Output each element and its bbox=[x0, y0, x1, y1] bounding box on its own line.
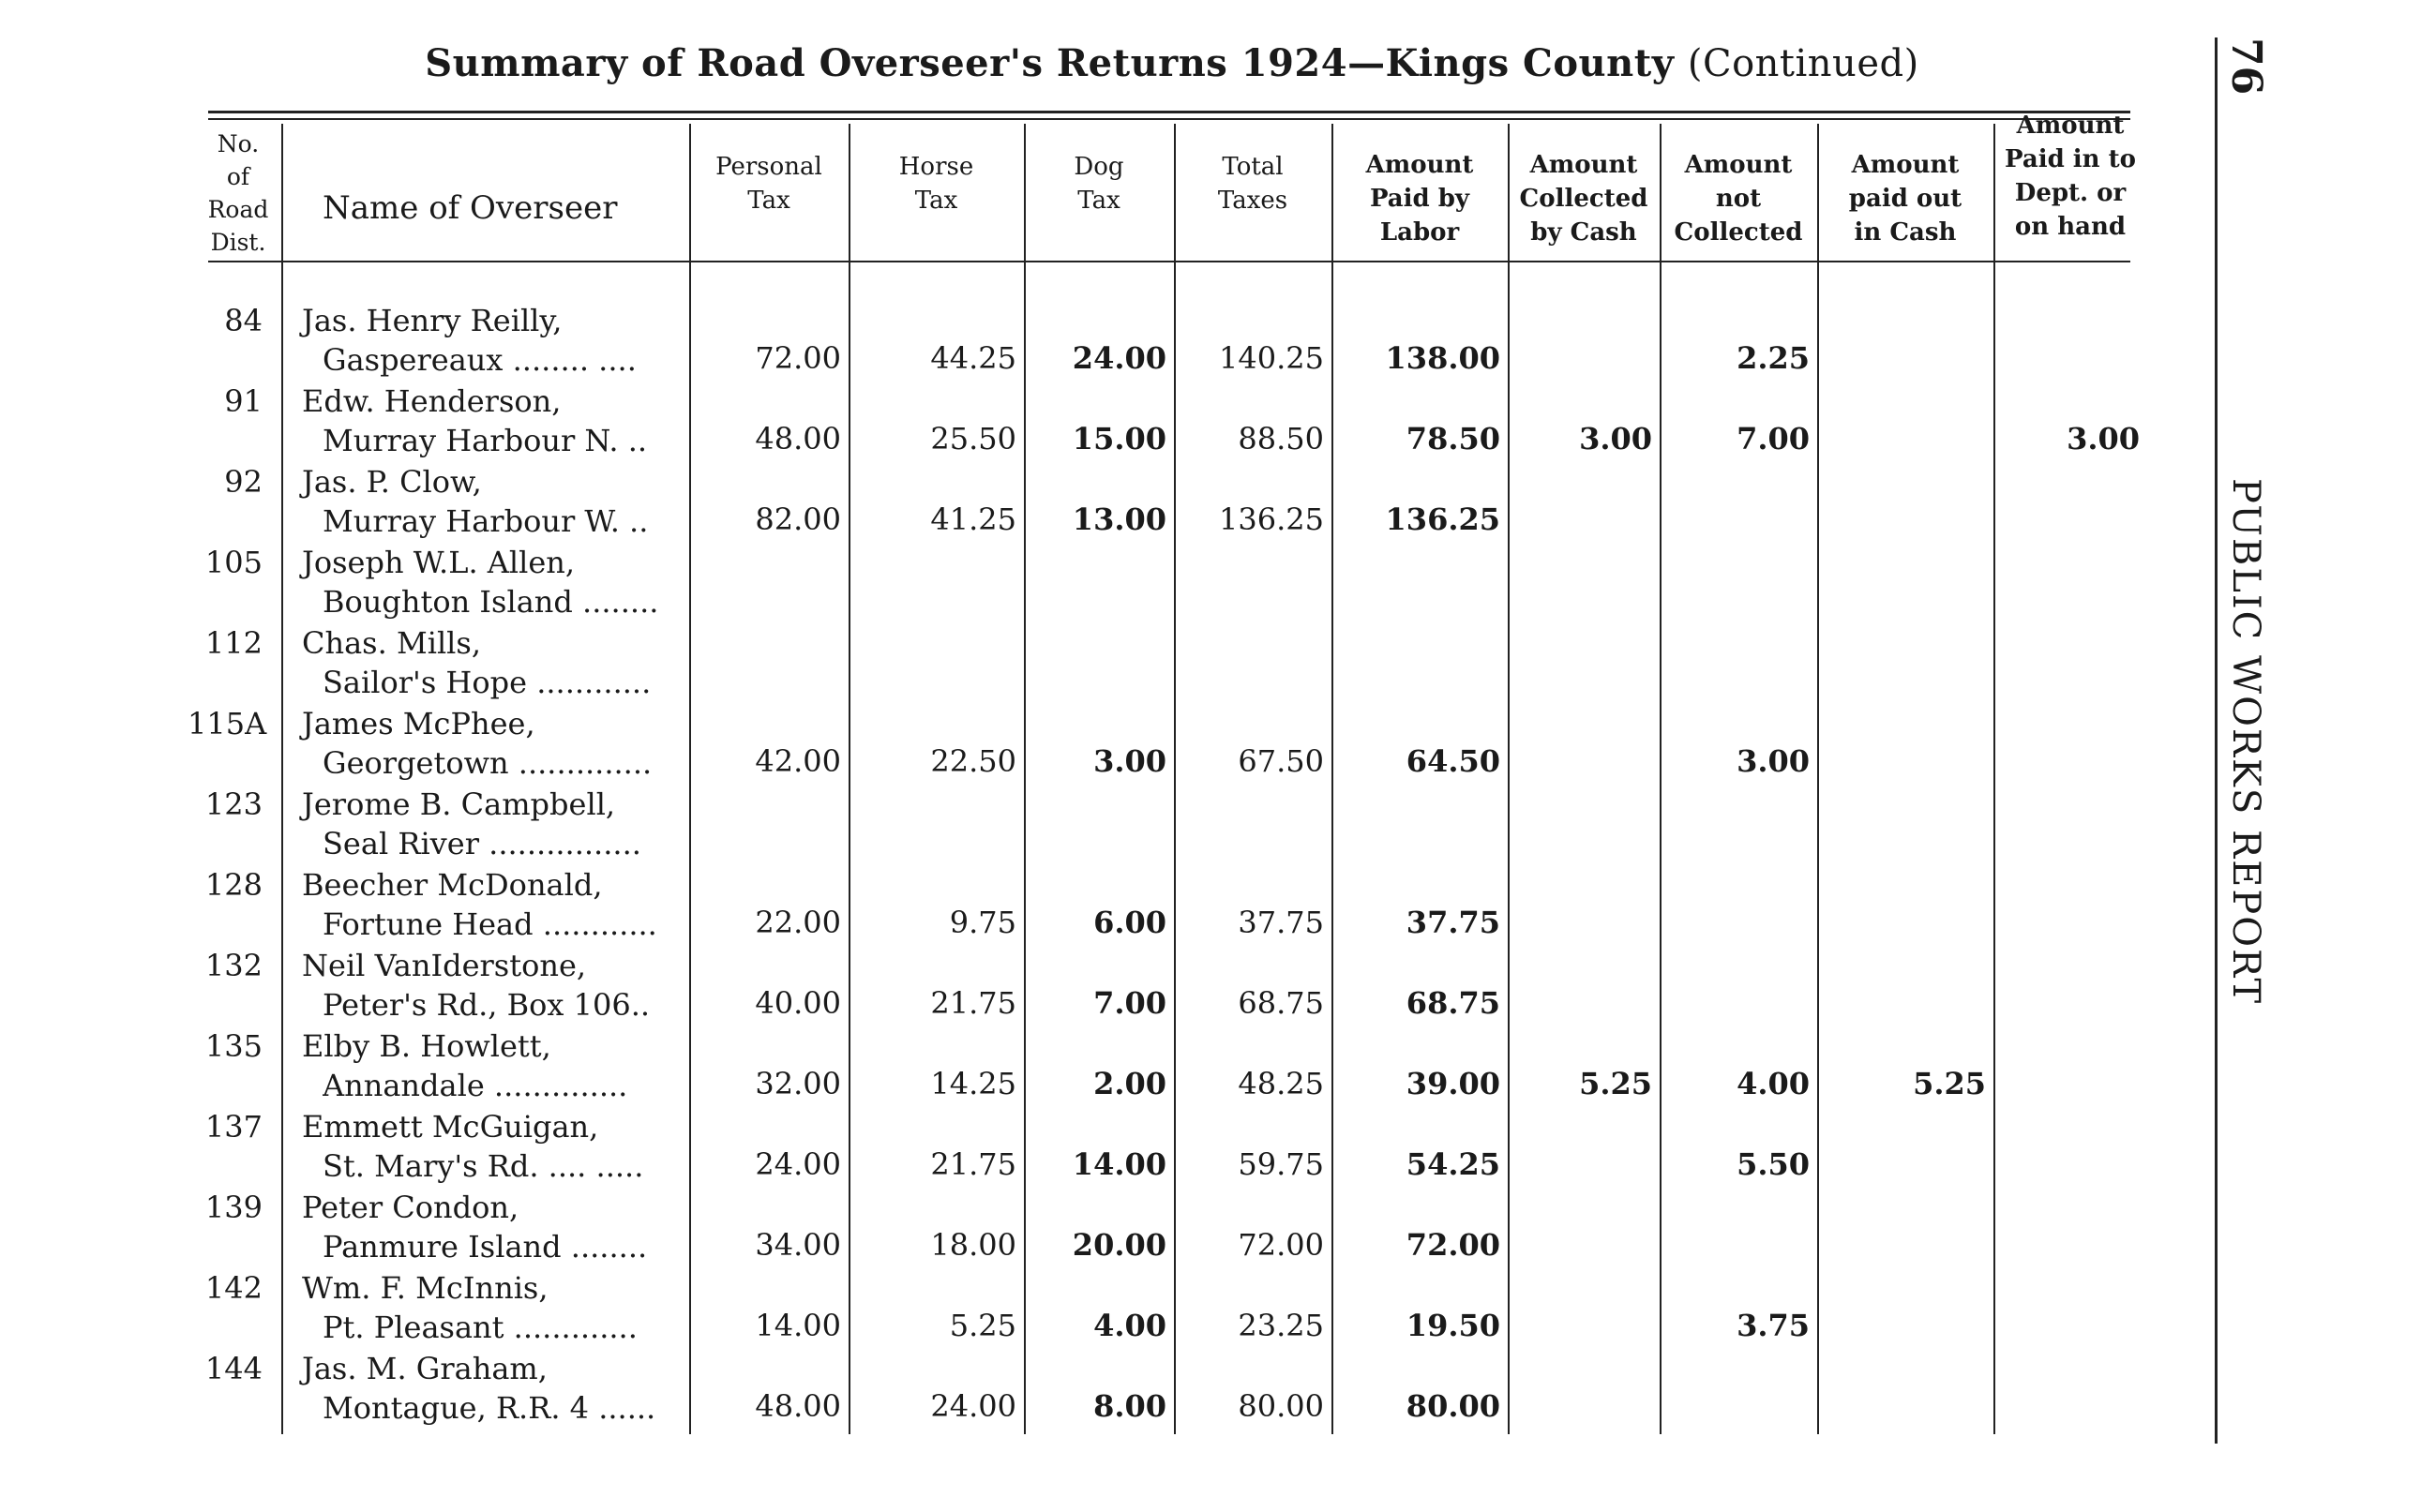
row-dist-number: 132 bbox=[204, 948, 263, 983]
cell-paid-labor: 138.00 bbox=[1385, 340, 1500, 376]
row-dist-number: 105 bbox=[204, 545, 263, 580]
overseer-location: Gaspereaux ........ .... bbox=[323, 342, 637, 378]
column-rule bbox=[1508, 124, 1510, 1434]
title-main: Summary of Road Overseer's Returns 1924—Kings County bbox=[425, 41, 1675, 85]
cell-not-collected: 4.00 bbox=[1737, 1066, 1810, 1101]
cell-paid-out: 5.25 bbox=[1913, 1066, 1986, 1101]
cell-total-taxes: 48.25 bbox=[1238, 1066, 1324, 1101]
cell-total-taxes: 136.25 bbox=[1219, 502, 1324, 537]
row-dist-number: 142 bbox=[204, 1270, 263, 1306]
overseer-name: Edw. Henderson, bbox=[302, 383, 562, 419]
cell-total-taxes: 68.75 bbox=[1238, 985, 1324, 1021]
overseer-name: James McPhee, bbox=[302, 706, 535, 741]
overseer-location: Annandale .............. bbox=[323, 1068, 628, 1103]
cell-dog-tax: 2.00 bbox=[1093, 1066, 1166, 1101]
overseer-name: Joseph W.L. Allen, bbox=[302, 545, 576, 580]
cell-personal-tax: 14.00 bbox=[755, 1308, 841, 1343]
cell-personal-tax: 24.00 bbox=[755, 1146, 841, 1182]
overseer-location: Seal River ................ bbox=[323, 826, 641, 861]
header-dog-tax: Dog Tax bbox=[1074, 153, 1124, 215]
cell-paid-labor: 39.00 bbox=[1406, 1066, 1500, 1101]
header-not-collected: Amount not Collected bbox=[1674, 151, 1803, 247]
cell-dog-tax: 13.00 bbox=[1072, 502, 1166, 537]
cell-personal-tax: 48.00 bbox=[755, 421, 841, 457]
overseer-location: Georgetown .............. bbox=[323, 745, 653, 781]
cell-dog-tax: 7.00 bbox=[1093, 985, 1166, 1021]
column-rule bbox=[1993, 124, 1995, 1434]
overseer-name: Jerome B. Campbell, bbox=[302, 786, 616, 822]
overseer-location: St. Mary's Rd. .... ..... bbox=[323, 1148, 644, 1184]
overseer-location: Fortune Head ............ bbox=[323, 906, 657, 942]
row-dist-number: 139 bbox=[204, 1190, 263, 1225]
cell-dog-tax: 20.00 bbox=[1072, 1227, 1166, 1263]
cell-personal-tax: 32.00 bbox=[755, 1066, 841, 1101]
overseer-name: Chas. Mills, bbox=[302, 625, 481, 661]
cell-personal-tax: 48.00 bbox=[755, 1388, 841, 1424]
row-dist-number: 115A bbox=[188, 706, 267, 741]
row-dist-number: 91 bbox=[224, 383, 263, 419]
cell-personal-tax: 72.00 bbox=[755, 340, 841, 376]
cell-paid-labor: 136.25 bbox=[1385, 502, 1500, 537]
overseer-location: Montague, R.R. 4 ...... bbox=[323, 1390, 656, 1426]
cell-collected-cash: 3.00 bbox=[1579, 421, 1652, 457]
cell-dog-tax: 14.00 bbox=[1072, 1146, 1166, 1182]
cell-dog-tax: 8.00 bbox=[1093, 1388, 1166, 1424]
overseer-location: Boughton Island ........ bbox=[323, 584, 659, 620]
overseer-name: Jas. M. Graham, bbox=[302, 1351, 548, 1386]
row-dist-number: 123 bbox=[204, 786, 263, 822]
cell-total-taxes: 80.00 bbox=[1238, 1388, 1324, 1424]
title-continued: (Continued) bbox=[1687, 42, 1919, 85]
header-bottom-rule bbox=[208, 261, 2130, 262]
cell-paid-labor: 64.50 bbox=[1406, 743, 1500, 779]
overseer-name: Elby B. Howlett, bbox=[302, 1028, 551, 1064]
column-rule bbox=[1817, 124, 1819, 1434]
cell-personal-tax: 42.00 bbox=[755, 743, 841, 779]
cell-total-taxes: 72.00 bbox=[1238, 1227, 1324, 1263]
header-horse-tax: Horse Tax bbox=[898, 153, 974, 215]
header-paid-out: Amount paid out in Cash bbox=[1848, 151, 1962, 247]
row-dist-number: 144 bbox=[204, 1351, 263, 1386]
cell-horse-tax: 25.50 bbox=[930, 421, 1016, 457]
overseer-name: Jas. P. Clow, bbox=[302, 464, 482, 500]
overseer-name: Peter Condon, bbox=[302, 1190, 519, 1225]
overseer-location: Murray Harbour N. .. bbox=[323, 423, 648, 458]
report-name: PUBLIC WORKS REPORT bbox=[2224, 478, 2267, 1006]
cell-horse-tax: 41.25 bbox=[930, 502, 1016, 537]
cell-horse-tax: 21.75 bbox=[930, 1146, 1016, 1182]
overseer-name: Wm. F. McInnis, bbox=[302, 1270, 549, 1306]
overseer-name: Jas. Henry Reilly, bbox=[302, 303, 563, 338]
row-dist-number: 84 bbox=[224, 303, 263, 338]
cell-not-collected: 2.25 bbox=[1737, 340, 1810, 376]
cell-personal-tax: 34.00 bbox=[755, 1227, 841, 1263]
header-paid-labor: Amount Paid by Labor bbox=[1365, 151, 1474, 247]
cell-dog-tax: 24.00 bbox=[1072, 340, 1166, 376]
cell-personal-tax: 40.00 bbox=[755, 985, 841, 1021]
cell-horse-tax: 21.75 bbox=[930, 985, 1016, 1021]
cell-total-taxes: 59.75 bbox=[1238, 1146, 1324, 1182]
header-dist: No. of Road Dist. bbox=[207, 130, 269, 256]
cell-horse-tax: 44.25 bbox=[930, 340, 1016, 376]
cell-paid-labor: 19.50 bbox=[1406, 1308, 1500, 1343]
header-name: Name of Overseer bbox=[323, 189, 618, 227]
cell-collected-cash: 5.25 bbox=[1579, 1066, 1652, 1101]
page-title bbox=[206, 41, 2138, 85]
cell-paid-labor: 68.75 bbox=[1406, 985, 1500, 1021]
top-rule-2 bbox=[208, 118, 2130, 120]
overseer-location: Pt. Pleasant ............. bbox=[323, 1310, 638, 1345]
header-total-taxes: Total Taxes bbox=[1217, 153, 1288, 215]
overseer-location: Panmure Island ........ bbox=[323, 1229, 648, 1265]
header-paid-dept: Amount Paid in to Dept. or on hand bbox=[2005, 112, 2136, 241]
overseer-name: Neil VanIderstone, bbox=[302, 948, 587, 983]
row-dist-number: 135 bbox=[204, 1028, 263, 1064]
cell-horse-tax: 18.00 bbox=[930, 1227, 1016, 1263]
header-collected-cash: Amount Collected by Cash bbox=[1519, 151, 1648, 247]
cell-dog-tax: 4.00 bbox=[1093, 1308, 1166, 1343]
page-number: 76 bbox=[2222, 37, 2270, 96]
row-dist-number: 112 bbox=[204, 625, 263, 661]
cell-total-taxes: 88.50 bbox=[1238, 421, 1324, 457]
column-rule bbox=[281, 124, 283, 1434]
cell-personal-tax: 22.00 bbox=[755, 905, 841, 940]
cell-horse-tax: 24.00 bbox=[930, 1388, 1016, 1424]
cell-not-collected: 7.00 bbox=[1737, 421, 1810, 457]
cell-paid-dept: 3.00 bbox=[2067, 421, 2140, 457]
row-dist-number: 137 bbox=[204, 1109, 263, 1145]
cell-horse-tax: 5.25 bbox=[949, 1308, 1016, 1343]
cell-paid-labor: 72.00 bbox=[1406, 1227, 1500, 1263]
cell-not-collected: 3.00 bbox=[1737, 743, 1810, 779]
top-rule bbox=[208, 111, 2130, 113]
cell-not-collected: 5.50 bbox=[1737, 1146, 1810, 1182]
cell-paid-labor: 78.50 bbox=[1406, 421, 1500, 457]
overseer-name: Emmett McGuigan, bbox=[302, 1109, 599, 1145]
overseer-name: Beecher McDonald, bbox=[302, 867, 603, 903]
cell-horse-tax: 9.75 bbox=[949, 905, 1016, 940]
cell-not-collected: 3.75 bbox=[1737, 1308, 1810, 1343]
overseer-location: Peter's Rd., Box 106.. bbox=[323, 987, 651, 1023]
cell-personal-tax: 82.00 bbox=[755, 502, 841, 537]
row-dist-number: 92 bbox=[224, 464, 263, 500]
cell-paid-labor: 80.00 bbox=[1406, 1388, 1500, 1424]
overseer-location: Murray Harbour W. .. bbox=[323, 503, 649, 539]
header-personal-tax: Personal Tax bbox=[715, 153, 822, 215]
cell-total-taxes: 37.75 bbox=[1238, 905, 1324, 940]
cell-total-taxes: 140.25 bbox=[1219, 340, 1324, 376]
row-dist-number: 128 bbox=[204, 867, 263, 903]
cell-horse-tax: 14.25 bbox=[930, 1066, 1016, 1101]
cell-horse-tax: 22.50 bbox=[930, 743, 1016, 779]
cell-paid-labor: 37.75 bbox=[1406, 905, 1500, 940]
overseer-location: Sailor's Hope ............ bbox=[323, 665, 652, 700]
cell-total-taxes: 67.50 bbox=[1238, 743, 1324, 779]
cell-dog-tax: 3.00 bbox=[1093, 743, 1166, 779]
cell-total-taxes: 23.25 bbox=[1238, 1308, 1324, 1343]
cell-dog-tax: 15.00 bbox=[1072, 421, 1166, 457]
cell-dog-tax: 6.00 bbox=[1093, 905, 1166, 940]
right-margin-rule bbox=[2215, 37, 2218, 1444]
cell-paid-labor: 54.25 bbox=[1406, 1146, 1500, 1182]
